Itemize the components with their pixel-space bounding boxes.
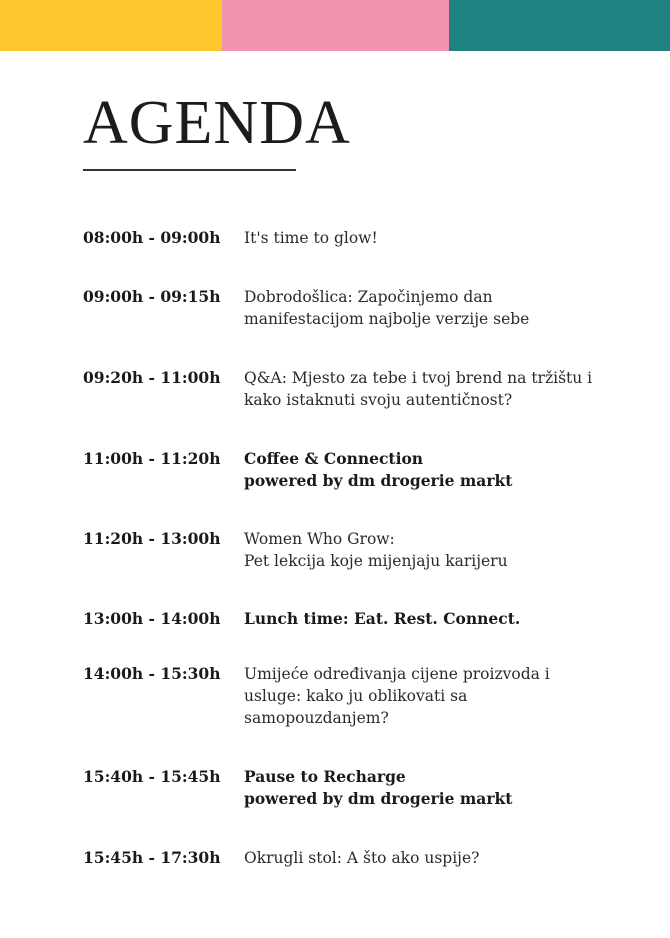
agenda-description-line: Women Who Grow:	[244, 530, 395, 548]
title-underline	[83, 169, 296, 171]
agenda-description	[244, 367, 619, 411]
agenda-time: 15:45h - 17:30h	[83, 848, 221, 867]
agenda-time: 14:00h - 15:30h	[83, 664, 221, 683]
agenda-description-line: Coffee & Connection	[244, 449, 424, 468]
agenda-description-line: Umijeće određivanja cijene proizvoda i	[244, 665, 550, 683]
agenda-description-line: Lunch time: Eat. Rest. Connect.	[244, 609, 521, 628]
agenda-description-line: usluge: kako ju oblikovati sa	[244, 687, 468, 705]
page-title: AGENDA	[83, 89, 351, 157]
agenda-description-line: manifestacijom najbolje verzije sebe	[244, 310, 530, 328]
color-band-pink	[222, 0, 449, 51]
agenda-description-line: Dobrodošlica: Započinjemo dan	[244, 288, 493, 306]
agenda-description-line: Pause to Recharge	[244, 767, 406, 786]
agenda-description-line: Pet lekcija koje mijenjaju karijeru	[244, 552, 508, 570]
color-band-yellow	[0, 0, 222, 51]
agenda-time: 08:00h - 09:00h	[83, 228, 221, 247]
agenda-description-line: powered by dm drogerie markt	[244, 789, 513, 808]
agenda-time: 11:00h - 11:20h	[83, 449, 221, 468]
agenda-description-line: kako istaknuti svoju autentičnost?	[244, 391, 513, 409]
agenda-description	[244, 766, 619, 810]
agenda-time: 13:00h - 14:00h	[83, 609, 221, 628]
agenda-description-line: It's time to glow!	[244, 229, 378, 247]
agenda-description	[244, 528, 619, 572]
agenda-time: 15:40h - 15:45h	[83, 767, 221, 786]
agenda-description	[244, 608, 619, 630]
agenda-time: 09:00h - 09:15h	[83, 287, 221, 306]
agenda-description-line: powered by dm drogerie markt	[244, 471, 513, 490]
agenda-description-line: Okrugli stol: A što ako uspije?	[244, 849, 480, 867]
agenda-description	[244, 227, 619, 249]
agenda-description	[244, 286, 619, 330]
agenda-time: 09:20h - 11:00h	[83, 368, 221, 387]
agenda-description-line: samopouzdanjem?	[244, 709, 389, 727]
agenda-description	[244, 448, 619, 492]
color-band-teal	[449, 0, 670, 51]
agenda-description-line: Q&A: Mjesto za tebe i tvoj brend na tržištu i	[244, 369, 593, 387]
agenda-time: 11:20h - 13:00h	[83, 529, 221, 548]
agenda-description	[244, 663, 619, 729]
agenda-description	[244, 847, 619, 869]
